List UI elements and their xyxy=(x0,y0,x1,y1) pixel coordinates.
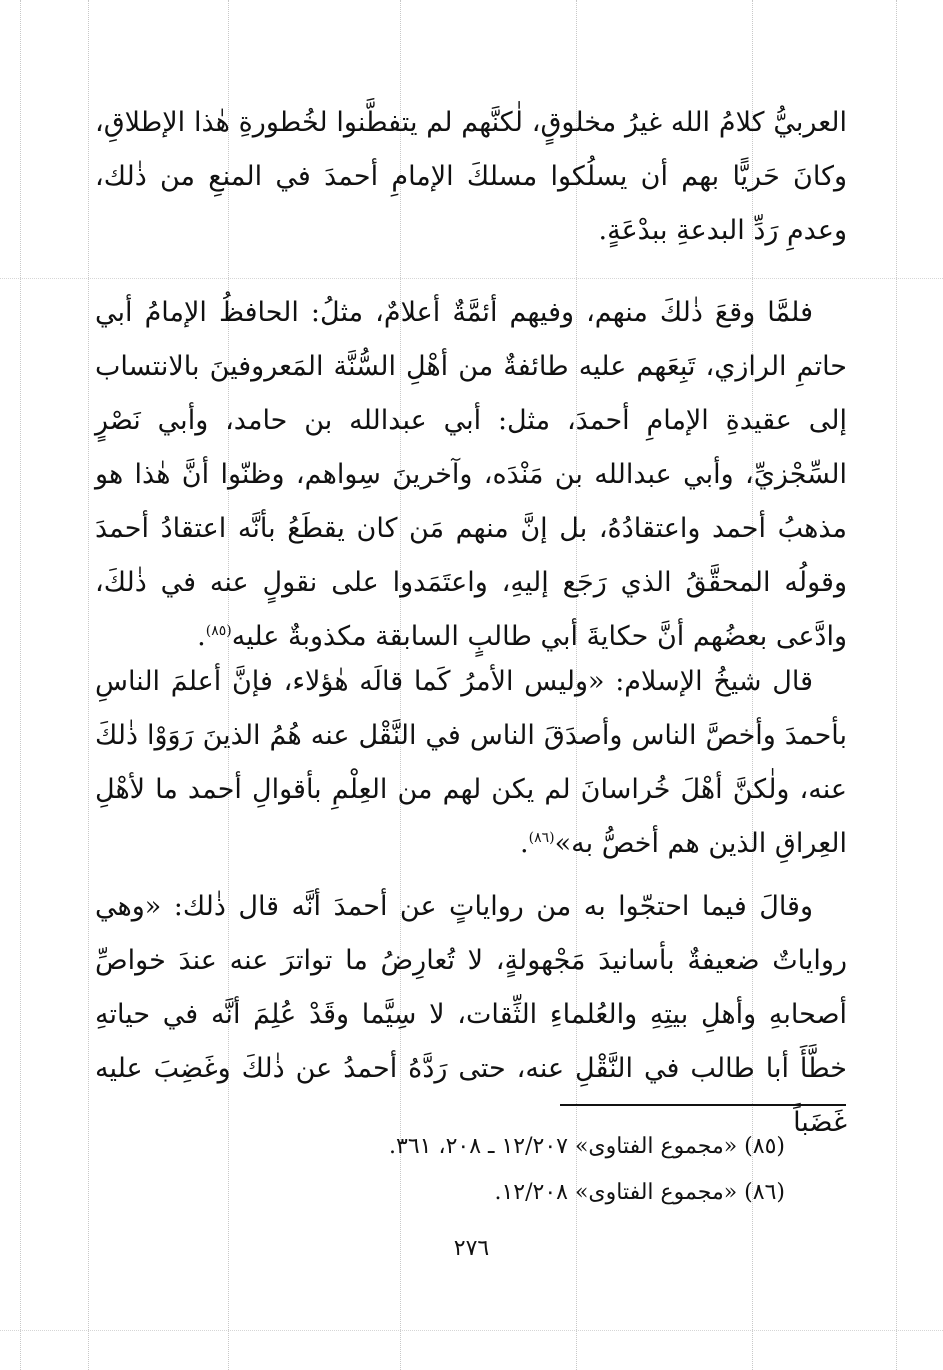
body-paragraph xyxy=(95,880,847,1150)
footnote-reference[interactable]: (٨٥) xyxy=(205,623,232,639)
scan-dotted-margin-line xyxy=(20,0,21,1370)
paragraph-body: قال شيخُ الإسلام: «وليس الأمرُ كَما قالَه هٰؤلاء، فإنَّ أعلمَ الناسِ بأحمدَ وأخصَّ الناس وأصدَقَ الناس في النَّقْل عنه هُمُ الذينَ رَوَوْا ذٰلكَ عنه، ولٰكنَّ أهْلَ خُراسانَ لم يكن لهم من العِلْمِ بأقوالِ أحمد ما لأهْلِ العِراقِ الذين هم أخصُّ به» xyxy=(95,666,847,859)
page-number: ٢٧٦ xyxy=(453,1236,490,1261)
paragraph-text: وقالَ فيما احتجّوا به من رواياتٍ عن أحمدَ أنَّه قال ذٰلك: «وهي رواياتٌ ضعيفةٌ بأسانيدَ مَجْهولةٍ، لا تُعارِضُ ما تواترَ عنه عندَ خواصِّ أصحابهِ وأهلِ بيتِهِ والعُلماءِ الثِّقات، لا سِيَّما وقَدْ عُلِمَ أنَّه في حياتهِ خطَّأَ أبا طالب في النَّقْلِ عنه، حتى رَدَّهُ أحمدُ عن ذٰلكَ وغَضِبَ عليه غَضَباً xyxy=(95,891,847,1138)
paragraph-text: العربيُّ كلامُ الله غيرُ مخلوقٍ، لٰكنَّهم لم يتفطَّنوا لخُطورةِ هٰذا الإطلاقِ، وكانَ حَريًّا بهم أن يسلُكوا مسلكَ الإمامِ أحمدَ في المنعِ من ذٰلك، وعدمِ رَدِّ البدعةِ ببدْعَةٍ. xyxy=(95,107,847,246)
footnote-item: (٨٥) «مجموع الفتاوى» ١٢/٢٠٧ ـ ٢٠٨، ٣٦١. xyxy=(389,1134,785,1159)
footnotes xyxy=(95,1124,785,1216)
footnote-reference[interactable]: (٨٦) xyxy=(528,830,555,846)
body-paragraph xyxy=(95,96,847,258)
scan-dotted-margin-line xyxy=(0,1330,943,1331)
scan-dotted-margin-line xyxy=(896,0,897,1370)
paragraph-body: فلمَّا وقعَ ذٰلكَ منهم، وفيهم أئمَّةٌ أعلامٌ، مثلُ: الحافظُ الإمامُ أبي حاتمِ الرازي، تَبِعَهم عليه طائفةٌ من أهْلِ السُّنَّة المَعروفينَ بالانتساب إلى عقيدةِ الإمامِ أحمدَ، مثل: أبي عبدالله بن حامد، وأبي نَصْرٍ السِّجْزيِّ، وأبي عبدالله بن مَنْدَه، وآخرينَ سِواهم، وظنّوا أنَّ هٰذا هو مذهبُ أحمد واعتقادُهُ، بل إنَّ منهم مَن كان يقطَعُ بأنَّه اعتقادُ أحمدَ وقولُه المحقَّقُ الذي رَجَع إليهِ، واعتَمَدوا على نقولٍ عنه في ذٰلكَ، وادَّعى بعضُهم أنَّ حكايةَ أبي طالبٍ السابقة مكذوبةٌ عليه xyxy=(95,297,847,652)
paragraph-text: فلمَّا وقعَ ذٰلكَ منهم، وفيهم أئمَّةٌ أعلامٌ، مثلُ: الحافظُ الإمامُ أبي حاتمِ الرازي، تَبِعَهم عليه طائفةٌ من أهْلِ السُّنَّة المَعروفينَ بالانتساب إلى عقيدةِ الإمامِ أحمدَ، مثل: أبي عبدالله بن حامد، وأبي نَصْرٍ السِّجْزيِّ، وأبي عبدالله بن مَنْدَه، وآخرينَ سِواهم، وظنّوا أنَّ هٰذا هو مذهبُ أحمد واعتقادُهُ، بل إنَّ منهم مَن كان يقطَعُ بأنَّه اعتقادُ أحمدَ وقولُه المحقَّقُ الذي رَجَع إليهِ، واعتَمَدوا على نقولٍ عنه في ذٰلكَ، وادَّعى بعضُهم أنَّ حكايةَ أبي طالبٍ السابقة مكذوبةٌ عليه$^{(٨٥)}$. xyxy=(95,297,847,652)
footnote-separator xyxy=(560,1104,846,1106)
body-paragraph xyxy=(95,286,847,664)
scan-dotted-margin-line xyxy=(0,278,943,279)
paragraph-text: قال شيخُ الإسلام: «وليس الأمرُ كَما قالَه هٰؤلاء، فإنَّ أعلمَ الناسِ بأحمدَ وأخصَّ الناس وأصدَقَ الناس في النَّقْل عنه هُمُ الذينَ رَوَوْا ذٰلكَ عنه، ولٰكنَّ أهْلَ خُراسانَ لم يكن لهم من العِلْمِ بأقوالِ أحمد ما لأهْلِ العِراقِ الذين هم أخصُّ به»$^{(٨٦)}$. xyxy=(95,666,847,859)
scan-dotted-margin-line xyxy=(88,0,89,1370)
body-paragraph xyxy=(95,655,847,871)
footnote-item: (٨٦) «مجموع الفتاوى» ١٢/٢٠٨. xyxy=(494,1180,785,1205)
